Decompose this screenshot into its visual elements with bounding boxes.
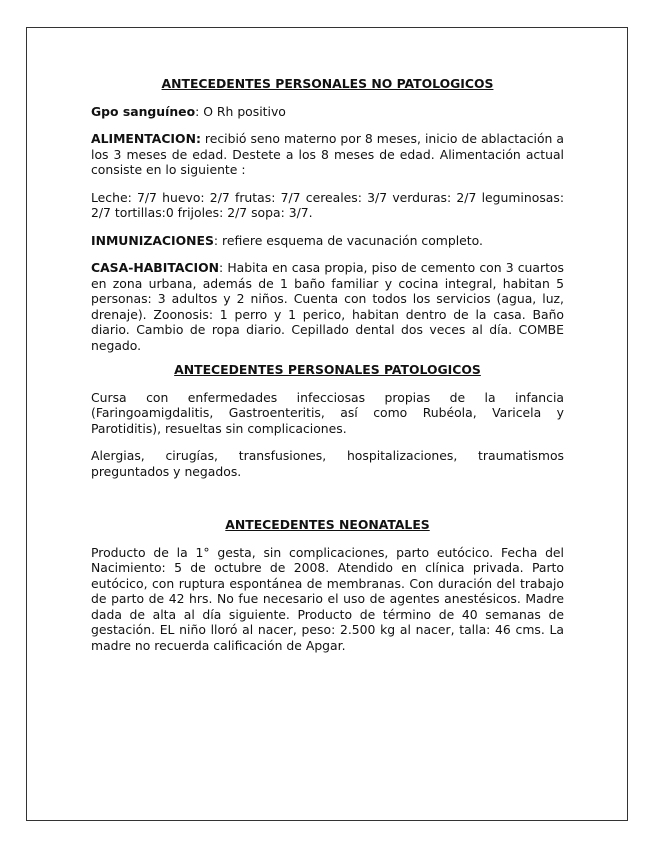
diet-paragraph: Leche: 7/7 huevo: 2/7 frutas: 7/7 cereales: 3/7 verduras: 2/7 leguminosas: 2/7 tortillas:0 frijoles: 2/7 sopa: 3/7. [91,189,564,220]
neonatales-paragraph: Producto de la 1° gesta, sin complicaciones, parto eutócico. Fecha del Nacimiento: 5 de octubre de 2008. Atendido en clínica privada. Parto eutócico, con ruptura espontánea de membranas. Con duración del trabajo de parto de 42 hrs. No fue necesario el uso de agentes anestésicos. Madre dada de alta al día siguiente. Producto de término de 40 semanas de gestación. EL niño lloró al nacer, peso: 2.500 kg al nacer, talla: 46 cms. La madre no recuerda calificación de Apgar. [91,544,564,653]
section-title-neonatales: ANTECEDENTES NEONATALES [225,517,430,532]
casa-habitacion-paragraph [91,260,564,353]
inmunizaciones-text: : refiere esquema de vacunación completo. [213,232,483,248]
alimentacion-text: recibió seno materno por 8 meses, inicio de ablactación a los 3 meses de edad. Destete a los 8 meses de edad. Alimentación actual consiste en lo siguiente : [91,131,564,177]
alimentacion-label: ALIMENTACION: [91,131,201,146]
blood-type-label: Gpo sanguíneo [91,103,196,119]
inmunizaciones-paragraph [91,233,564,249]
section-title-no-patologicos: ANTECEDENTES PERSONALES NO PATOLOGICOS [161,76,494,91]
casa-habitacion-text: : Habita en casa propia, piso de cemento con 3 cuartos en zona urbana, además de 1 baño familiar y cocina integral, habitan 5 personas: 3 adultos y 2 niños. Cuenta con todos los servicios (agua, luz, drenaje). Zoonosis: 1 perro y 1 perico, habitan dentro de la casa. Baño diario. Cambio de ropa diario. Cepillado dental dos veces al día. COMBE negado. [91,260,564,353]
alergias-paragraph: Alergias, cirugías, transfusiones, hospitalizaciones, traumatismos preguntados y negados. [91,448,564,479]
section-title-patologicos: ANTECEDENTES PERSONALES PATOLOGICOS [174,362,481,377]
blood-type-value: : O Rh positivo [195,103,286,119]
infecciones-paragraph: Cursa con enfermedades infecciosas propias de la infancia (Faringoamigdalitis, Gastroenteritis, así como Rubéola, Varicela y Parotiditis), resueltas sin complicaciones. [91,389,564,436]
alimentacion-paragraph [91,131,564,178]
casa-habitacion-label: CASA-HABITACION [91,260,220,275]
blood-type-paragraph [91,104,564,120]
inmunizaciones-label: INMUNIZACIONES [91,232,214,248]
document-body [91,76,564,653]
